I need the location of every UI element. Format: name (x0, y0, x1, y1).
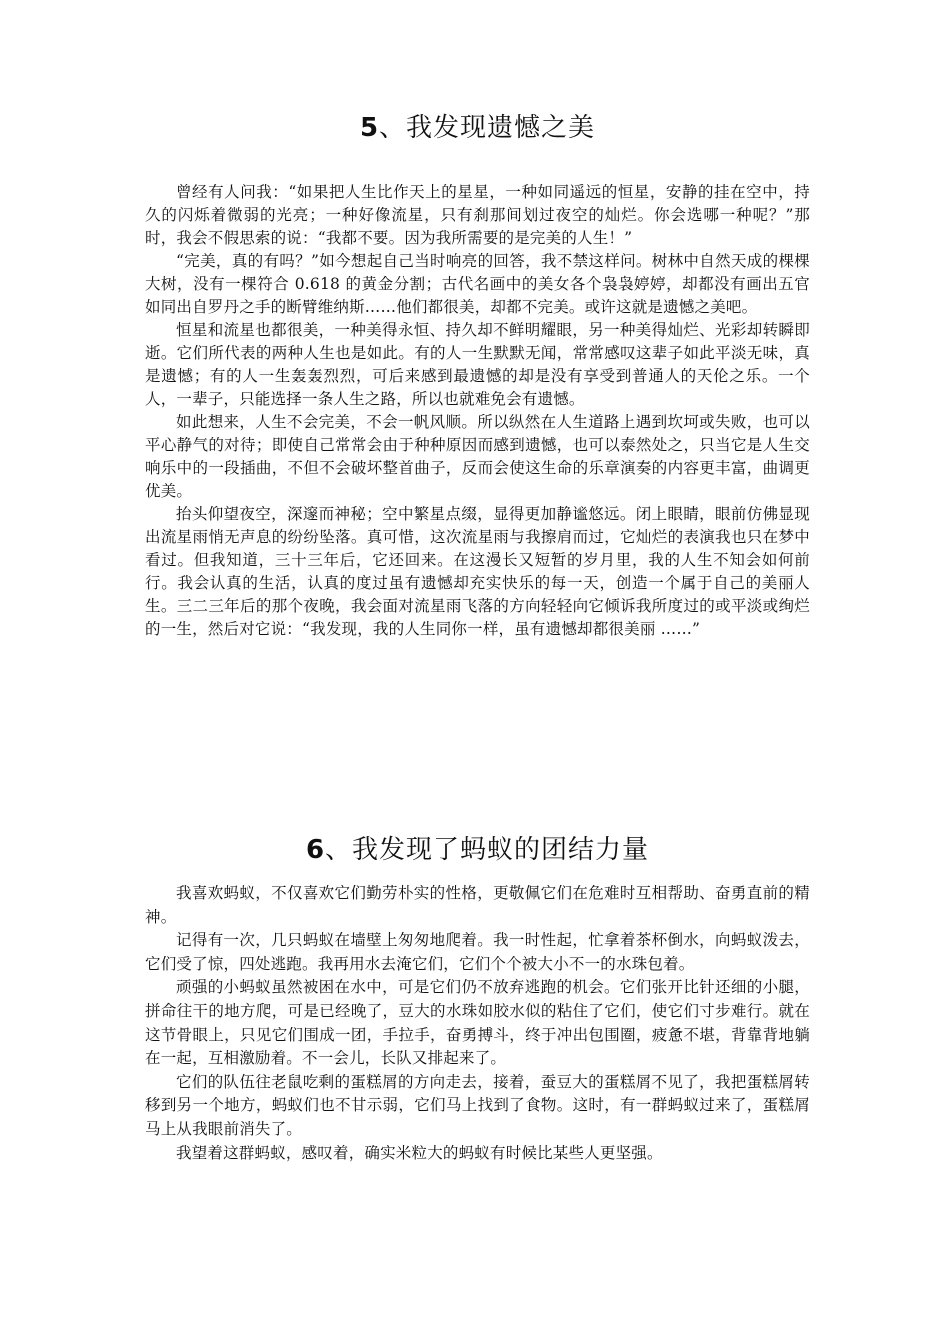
section-number: 6 (305, 835, 326, 865)
section-body (145, 882, 810, 1165)
paragraph: 记得有一次，几只蚂蚁在墙壁上匆匆地爬着。我一时性起，忙拿着茶杯倒水，向蚂蚁泼去，它们受了惊，四处逃跑。我再用水去淹它们，它们个个被大小不一的水珠包着。 (145, 931, 810, 973)
paragraph: 抬头仰望夜空，深邃而神秘；空中繁星点缀，显得更加静谧悠远。闭上眼睛，眼前仿佛显现出流星雨悄无声息的纷纷坠落。真可惜，这次流星雨与我擦肩而过，它灿烂的表演我也只在梦中看过。但我知道，三十三年后，它还回来。在这漫长又短暂的岁月里，我的人生不知会如何前行。我会认真的生活，认真的度过虽有遗憾却充实快乐的每一天，创造一个属于自己的美丽人生。三二三年后的那个夜晚，我会面对流星雨飞落的方向轻轻向它倾诉我所度过的或平淡或绚烂的一生，然后对它说：“我发现，我的人生同你一样，虽有遗憾却都很美丽 ……” (145, 505, 810, 638)
paragraph: 顽强的小蚂蚁虽然被困在水中，可是它们仍不放弃逃跑的机会。它们张开比针还细的小腿，拼命往干的地方爬，可是已经晚了，豆大的水珠如胶水似的粘住了它们，使它们寸步难行。就在这节骨眼上，只见它们围成一团，手拉手，奋勇搏斗，终于冲出包围圈，疲惫不堪，背靠背地躺在一起，互相激励着。不一会儿，长队又排起来了。 (145, 978, 810, 1068)
section-title (145, 834, 810, 866)
paragraph: 它们的队伍往老鼠吃剩的蛋糕屑的方向走去，接着，蚕豆大的蛋糕屑不见了，我把蛋糕屑转移到另一个地方，蚂蚁们也不甘示弱，它们马上找到了食物。这时，有一群蚂蚁过来了，蛋糕屑马上从我眼前消失了。 (145, 1072, 810, 1138)
essay-section-6 (145, 834, 810, 1165)
section-body (145, 181, 810, 641)
essay-section-5 (145, 112, 810, 641)
paragraph: 曾经有人问我：“如果把人生比作天上的星星，一种如同遥远的恒星，安静的挂在空中，持久的闪烁着微弱的光亮；一种好像流星，只有刹那间划过夜空的灿烂。你会选哪一种呢？”那时，我会不假思索的说：“我都不要。因为我所需要的是完美的人生！” (145, 183, 810, 247)
section-title-text: 、我发现了蚂蚁的团结力量 (325, 835, 650, 865)
section-title (145, 112, 810, 144)
paragraph: “完美，真的有吗？”如今想起自己当时响亮的回答，我不禁这样问。树林中自然天成的棵棵大树，没有一棵符合 0.618 的黄金分割；古代名画中的美女各个袅袅婷婷，却都没有画出五官如同出自罗丹之手的断臂维纳斯……他们都很美，却都不完美。或许这就是遗憾之美吧。 (145, 252, 810, 316)
section-number: 5 (359, 113, 380, 143)
paragraph: 恒星和流星也都很美，一种美得永恒、持久却不鲜明耀眼，另一种美得灿烂、光彩却转瞬即逝。它们所代表的两种人生也是如此。有的人一生默默无闻，常常感叹这辈子如此平淡无味，真是遗憾；有的人一生轰轰烈烈，可后来感到最遗憾的却是没有享受到普通人的天伦之乐。一个人，一辈子，只能选择一条人生之路，所以也就难免会有遗憾。 (145, 321, 810, 408)
section-title-text: 、我发现遗憾之美 (379, 113, 596, 143)
paragraph: 我喜欢蚂蚁，不仅喜欢它们勤劳朴实的性格，更敬佩它们在危难时互相帮助、奋勇直前的精神。 (145, 884, 810, 926)
paragraph: 我望着这群蚂蚁，感叹着，确实米粒大的蚂蚁有时候比某些人更坚强。 (176, 1143, 663, 1162)
paragraph: 如此想来，人生不会完美，不会一帆风顺。所以纵然在人生道路上遇到坎坷或失败，也可以平心静气的对待；即使自己常常会由于种种原因而感到遗憾，也可以泰然处之，只当它是人生交响乐中的一段插曲，不但不会破坏整首曲子，反而会使这生命的乐章演奏的内容更丰富，曲调更优美。 (145, 413, 810, 500)
